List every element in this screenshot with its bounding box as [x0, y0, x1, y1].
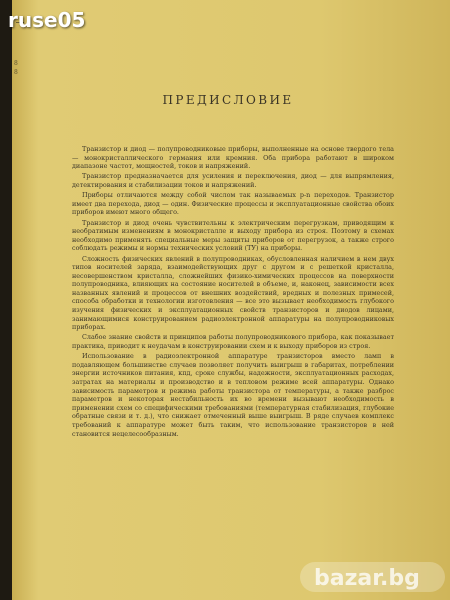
paragraph: Использование в радиоэлектронной аппаратуре транзисторов вместо ламп в подавляющем большинстве случаев позволяет получить выигрыш в габаритах, потреблении энергии источников питания, кпд, сроке службы, надежности, эксплуатационных расходах, затратах на материалы и производство и в тепловом режиме всей аппаратуры. Однако зависимость параметров и режима работы транзистора от температуры, а также разброс параметров и некоторая нестабильность их во времени вызывают необходимость в применении схем со специфическими требованиями (температурная стабилизация, глубокие обратные связи и т. д.), что снижает отмеченный выше выигрыш. В ряде случаев комплекс требований к аппаратуре может быть таким, что использование транзисторов в ней становится нецелесообразным.	[72, 352, 394, 438]
book-page	[12, 0, 450, 600]
margin-number: 8	[14, 60, 18, 67]
body-text	[72, 145, 394, 440]
paragraph: Приборы отличаются между собой числом так называемых p-n переходов. Транзистор имеет два перехода, диод — один. Физические процессы и эксплуатационные свойства обоих приборов имеют много общего.	[72, 191, 394, 217]
paragraph: Транзистор и диод очень чувствительны к электрическим перегрузкам, приводящим к необратимым изменениям в монокристалле и выходу прибора из строя. Поэтому в схемах необходимо применять специальные меры защиты приборов от перегрузок, а также строго соблюдать режимы и нормы технических условий (ТУ) на приборы.	[72, 218, 394, 253]
page-heading: ПРЕДИСЛОВИЕ	[162, 93, 294, 107]
paragraph: Слабое знание свойств и принципов работы полупроводникового прибора, как показывает практика, приводит к неудачам в конструировании схем и к выходу приборов из строя.	[72, 333, 394, 351]
paragraph: Сложность физических явлений в полупроводниках, обусловленная наличием в нем двух типов носителей заряда, взаимодействующих друг с другом и с решеткой кристалла, несовершенством кристалла, сложнейших физико-химических процессов на поверхности полупроводника, влияющих на состояние носителей в объеме, и, наконец, зависимости всех названных явлений и процессов от внешних воздействий, вредных и полезных примесей, способа обработки и технологии изготовления — все это вызывает необходимость глубокого изучения физических и эксплуатационных свойств транзисторов и диодов лицами, занимающимися конструированием радиоэлектронной аппаратуры на полупроводниковых приборах.	[72, 254, 394, 332]
paragraph: Транзистор предназначается для усиления и переключения, диод — для выпрямления, детектирования и стабилизации токов и напряжений.	[72, 172, 394, 189]
watermark-brand: bazar.bg	[314, 566, 420, 591]
bazar-logo-icon	[300, 560, 445, 594]
margin-number: 8	[14, 68, 18, 76]
margin-numbers	[14, 60, 30, 77]
paragraph: Транзистор и диод — полупроводниковые приборы, выполненные на основе твердого тела — монокристаллического германия или кремния. Оба прибора работают в широком диапазоне частот, мощностей, токов и напряжений.	[72, 145, 394, 171]
watermark-username: ruse05	[8, 8, 86, 32]
